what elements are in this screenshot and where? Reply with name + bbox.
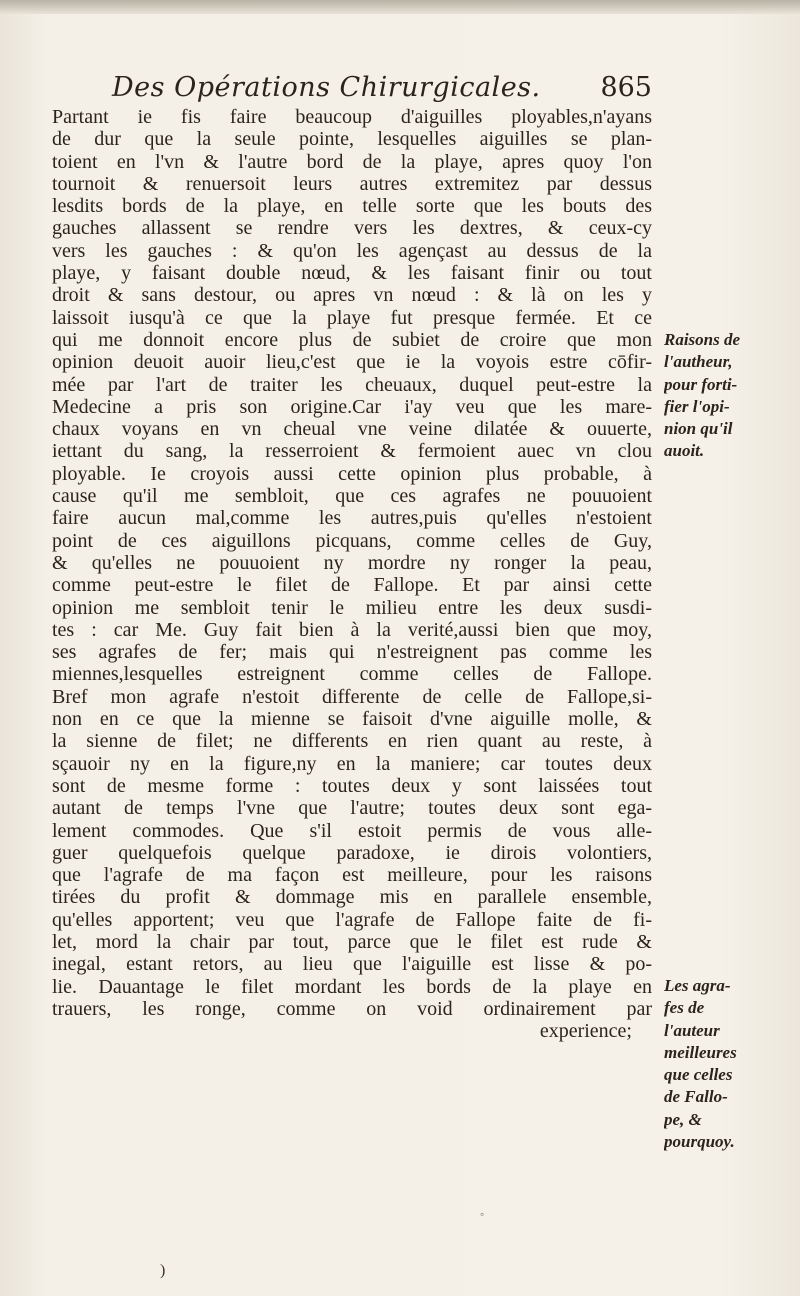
text-line: cause qu'il me sembloit, que ces agrafes ne pouuoient bbox=[52, 485, 652, 508]
text-line: & qu'elles ne pouuoient ny mordre ny ronger la peau, bbox=[52, 551, 652, 574]
margin-note-line: meilleures bbox=[664, 1042, 737, 1062]
text-line: comme peut-estre le filet de Fallope. Et par ainsi cette bbox=[52, 574, 652, 597]
margin-note-line: l'autheur, bbox=[664, 352, 733, 372]
text-line: opinion me sembloit tenir le milieu entre les deux susdi- bbox=[52, 596, 652, 619]
text-line: tournoit & renuersoit leurs autres extremitez par dessus bbox=[52, 172, 652, 195]
text-line: faire aucun mal,comme les autres,puis qu'elles n'estoient bbox=[52, 507, 652, 530]
text-line: sont de mesme forme : toutes deux y sont laissées tout bbox=[52, 774, 652, 797]
text-line: tes : car Me. Guy fait bien à la verité,aussi bien que moy, bbox=[52, 618, 652, 641]
text-line: playe, y faisant double nœud, & les faisant finir ou tout bbox=[52, 262, 652, 285]
margin-note-line: auoit. bbox=[664, 441, 705, 461]
text-line: la sienne de filet; ne differents en rien quant au reste, à bbox=[52, 730, 652, 753]
text-line: qu'elles apportent; veu que l'agrafe de Fallope faite de fi- bbox=[52, 908, 652, 931]
text-line: lement commodes. Que s'il estoit permis de vous alle- bbox=[52, 819, 652, 842]
text-line: Medecine a pris son origine.Car i'ay veu que les mare- bbox=[52, 395, 652, 418]
text-line: miennes,lesquelles estreignent comme celles de Fallope. bbox=[52, 663, 652, 686]
page-number: 865 bbox=[600, 72, 652, 103]
text-line: trauers, les ronge, comme on void ordinairement par bbox=[52, 997, 652, 1020]
text-line: gauches allassent se rendre vers les dextres, & ceux-cy bbox=[52, 217, 652, 240]
text-line: chaux voyans en vn cheual vne veine dilatée & ouuerte, bbox=[52, 418, 652, 441]
footer-mark: ) bbox=[160, 1262, 166, 1279]
text-line: let, mord la chair par tout, parce que le filet est rude & bbox=[52, 930, 652, 953]
text-line: autant de temps l'vne que l'autre; toutes deux sont ega- bbox=[52, 797, 652, 820]
text-line: que l'agrafe de ma façon est meilleure, pour les raisons bbox=[52, 864, 652, 887]
margin-note-line: fier l'opi- bbox=[664, 396, 730, 416]
margin-note-line: l'auteur bbox=[664, 1020, 720, 1040]
margin-note-line: nion qu'il bbox=[664, 419, 733, 439]
margin-note-line: que celles bbox=[664, 1065, 733, 1085]
text-line: ses agrafes de fer; mais qui n'estreignent pas comme les bbox=[52, 641, 652, 664]
text-line: de dur que la seule pointe, lesquelles aiguilles se plan- bbox=[52, 128, 652, 151]
margin-note-line: de Fallo- bbox=[664, 1087, 728, 1107]
margin-note-line: Raisons de bbox=[664, 330, 741, 349]
text-line: droit & sans destour, ou apres vn nœud : & là on les y bbox=[52, 284, 652, 307]
margin-note-line: pourquoy. bbox=[664, 1132, 735, 1152]
page-top-edge bbox=[0, 0, 800, 14]
text-line: lie. Dauantage le filet mordant les bords de la playe en bbox=[52, 975, 652, 998]
page-header bbox=[112, 72, 652, 108]
margin-note-line: pe, & bbox=[664, 1109, 702, 1129]
text-line: toient en l'vn & l'autre bord de la playe, apres quoy l'on bbox=[52, 150, 652, 173]
running-head: Des Opérations Chirurgicales. bbox=[112, 72, 541, 103]
text-line: tirées du profit & dommage mis en parallele ensemble, bbox=[52, 886, 652, 909]
text-line: iettant du sang, la resserroient & fermoient auec vn clou bbox=[52, 440, 652, 463]
text-line: vers les gauches : & qu'on les agençast au dessus de la bbox=[52, 239, 652, 262]
text-line: inegal, estant retors, au lieu que l'aiguille est lisse & po- bbox=[52, 953, 652, 976]
margin-note-author-reasons bbox=[664, 329, 794, 463]
body-text bbox=[52, 106, 652, 1042]
text-line: ployable. Ie croyois aussi cette opinion plus probable, à bbox=[52, 462, 652, 485]
text-line: point de ces aiguillons picquans, comme celles de Guy, bbox=[52, 529, 652, 552]
text-line: non en ce que la mienne se faisoit d'vne aiguille molle, & bbox=[52, 708, 652, 731]
text-line: Bref mon agrafe n'estoit differente de celle de Fallope,si- bbox=[52, 685, 652, 708]
margin-note-line: pour forti- bbox=[664, 374, 738, 394]
margin-note-author-clasps bbox=[664, 975, 794, 1153]
text-line: lesdits bords de la playe, en telle sorte que les bouts des bbox=[52, 195, 652, 218]
text-line: qui me donnoit encore plus de subiet de croire que mon bbox=[52, 328, 652, 351]
text-line: sçauoir ny en la figure,ny en la maniere; car toutes deux bbox=[52, 752, 652, 775]
text-line: experience; bbox=[539, 1020, 632, 1043]
margin-note-line: Les agra- bbox=[664, 976, 731, 995]
ink-blot: ◦ bbox=[480, 1207, 485, 1221]
text-line: opinion deuoit auoir lieu,c'est que ie la voyois estre cōfir- bbox=[52, 351, 652, 374]
text-line: Partant ie fis faire beaucoup d'aiguilles ployables,n'ayans bbox=[52, 106, 652, 128]
text-line: guer quelquefois quelque paradoxe, ie dirois volontiers, bbox=[52, 841, 652, 864]
text-line: laissoit iusqu'à ce que la playe fut presque fermée. Et ce bbox=[52, 306, 652, 329]
margin-note-line: fes de bbox=[664, 998, 705, 1018]
text-line: mée par l'art de traiter les cheuaux, duquel peut-estre la bbox=[52, 373, 652, 396]
